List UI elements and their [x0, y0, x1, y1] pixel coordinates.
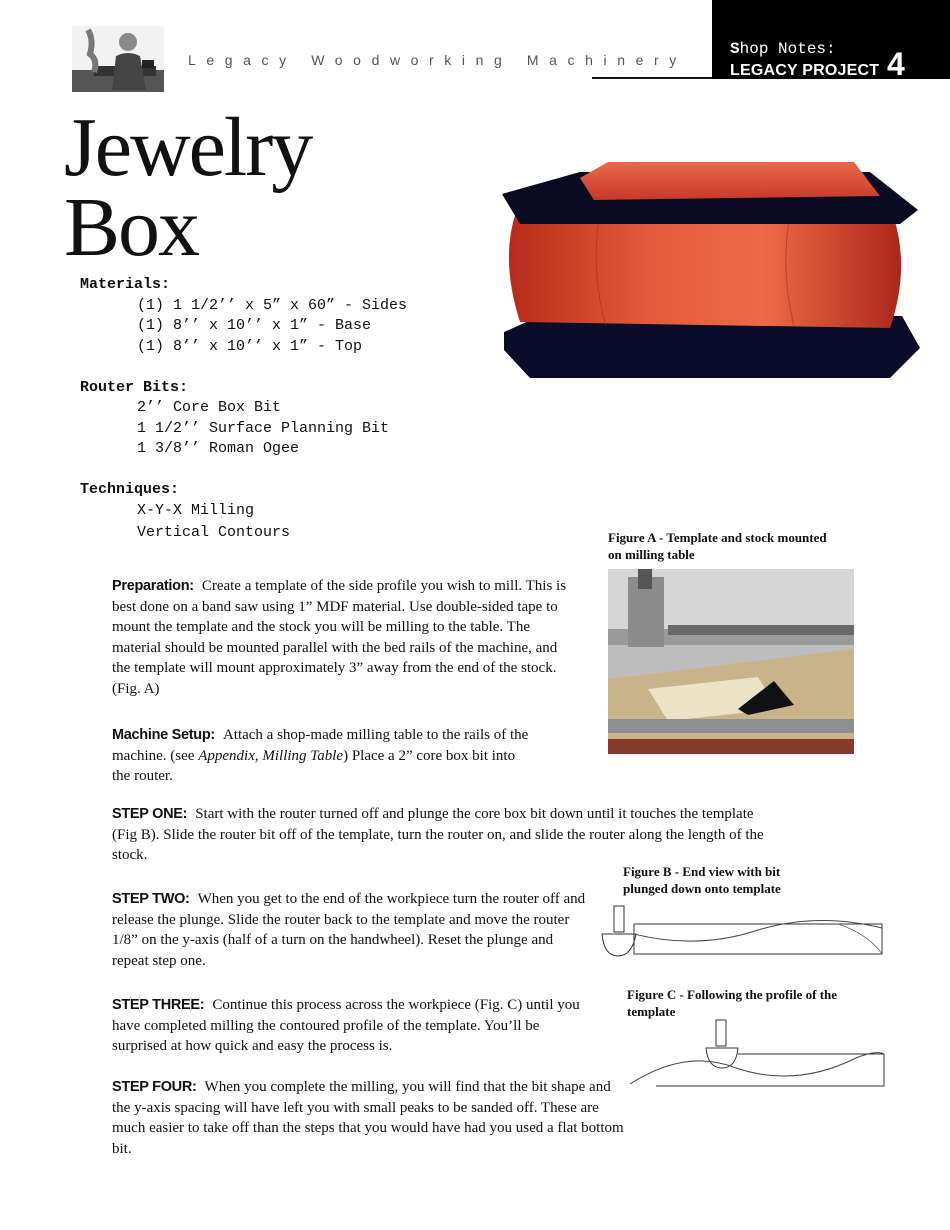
shop-notes-header-box [712, 0, 950, 82]
figure-a-caption: Figure A - Template and stock mounted on milling table [608, 530, 827, 562]
brand-underline [592, 77, 712, 79]
step-three-heading: STEP THREE: [112, 997, 205, 1013]
machine-setup-appendix-ref: Appendix, Milling Table [198, 747, 344, 764]
shop-notes-rest: hop Notes: [739, 40, 836, 58]
page-title-line1: Jewelry [64, 101, 312, 194]
machine-setup-text: Attach a shop-made milling table to the rails of the machine. (see [112, 727, 529, 764]
figure-c-diagram [626, 1018, 886, 1090]
router-bits-heading: Router Bits: [80, 379, 189, 396]
page-title-line2: Box [64, 181, 199, 274]
craftsman-logo-photo [72, 26, 164, 92]
figure-a-photo [608, 569, 854, 754]
shop-notes-initial: S [730, 40, 740, 58]
legacy-project-label: LEGACY PROJECT [730, 62, 880, 79]
step-three-text: Continue this process across the workpiece (Fig. C) until you have completed milling the contoured profile of the template. You’ll be surprised at how quick and easy the process is. [112, 997, 580, 1054]
jewelry-box-photo [490, 150, 930, 412]
technique-item: X-Y-X Milling [137, 502, 255, 519]
preparation-heading: Preparation: [112, 578, 194, 594]
preparation-text: Create a template of the side profile you wish to mill. This is best done on a band saw using 1” MDF material. Use double-sided tape to mount the template and the stock you will be milling to the table. The material should be mounted parallel with the bed rails of the machine, and the template will mount approximately 3” away from the end of the stock. (Fig. A) [112, 578, 567, 697]
step-one-heading: STEP ONE: [112, 806, 188, 822]
machine-setup-section [112, 725, 532, 787]
materials-item: (1) 1 1/2’’ x 5” x 60” - Sides [137, 297, 408, 314]
router-bit-item: 1 3/8’’ Roman Ogee [137, 440, 300, 457]
techniques-heading: Techniques: [80, 481, 180, 498]
figure-b-diagram [598, 904, 884, 958]
step-two-text: When you get to the end of the workpiece turn the router off and release the plunge. Slide the router back to the template and move the router 1/8” on the y-axis (half of a turn on the handwheel). Reset the plunge and repeat step one. [112, 891, 586, 969]
step-one-text: Start with the router turned off and plunge the core box bit down until it touches the template (Fig B). Slide the router bit off of the template, turn the router on, and slide the router along the length of the stock. [112, 806, 764, 863]
materials-item: (1) 8’’ x 10’’ x 1” - Base [137, 317, 372, 334]
materials-heading: Materials: [80, 276, 171, 293]
project-number: 4 [887, 46, 905, 82]
machine-setup-text-end: ) Place a 2” core box bit into the router. [112, 747, 516, 784]
preparation-section [112, 576, 572, 699]
step-two-section [112, 889, 587, 971]
router-bit-item: 2’’ Core Box Bit [137, 399, 282, 416]
step-four-section [112, 1077, 630, 1159]
step-one-section [112, 804, 782, 866]
technique-item: Vertical Contours [137, 524, 291, 541]
machine-setup-heading: Machine Setup: [112, 727, 215, 743]
figure-b-caption: Figure B - End view with bit plunged down onto template [623, 864, 781, 896]
step-four-heading: STEP FOUR: [112, 1079, 197, 1095]
shop-notes-label [730, 40, 836, 58]
brand-name: Legacy Woodworking Machinery [188, 52, 687, 68]
figure-c-caption: Figure C - Following the profile of the template [627, 987, 838, 1019]
step-two-heading: STEP TWO: [112, 891, 190, 907]
router-bit-item: 1 1/2’’ Surface Planning Bit [137, 420, 390, 437]
step-three-section [112, 995, 582, 1057]
step-four-text: When you complete the milling, you will find that the bit shape and the y-axis spacing will have left you with small peaks to be sanded off. These are much easier to take off than the steps that you would have had you used a flat bottom bit. [112, 1079, 624, 1157]
page-title [64, 101, 312, 274]
materials-item: (1) 8’’ x 10’’ x 1” - Top [137, 338, 363, 355]
